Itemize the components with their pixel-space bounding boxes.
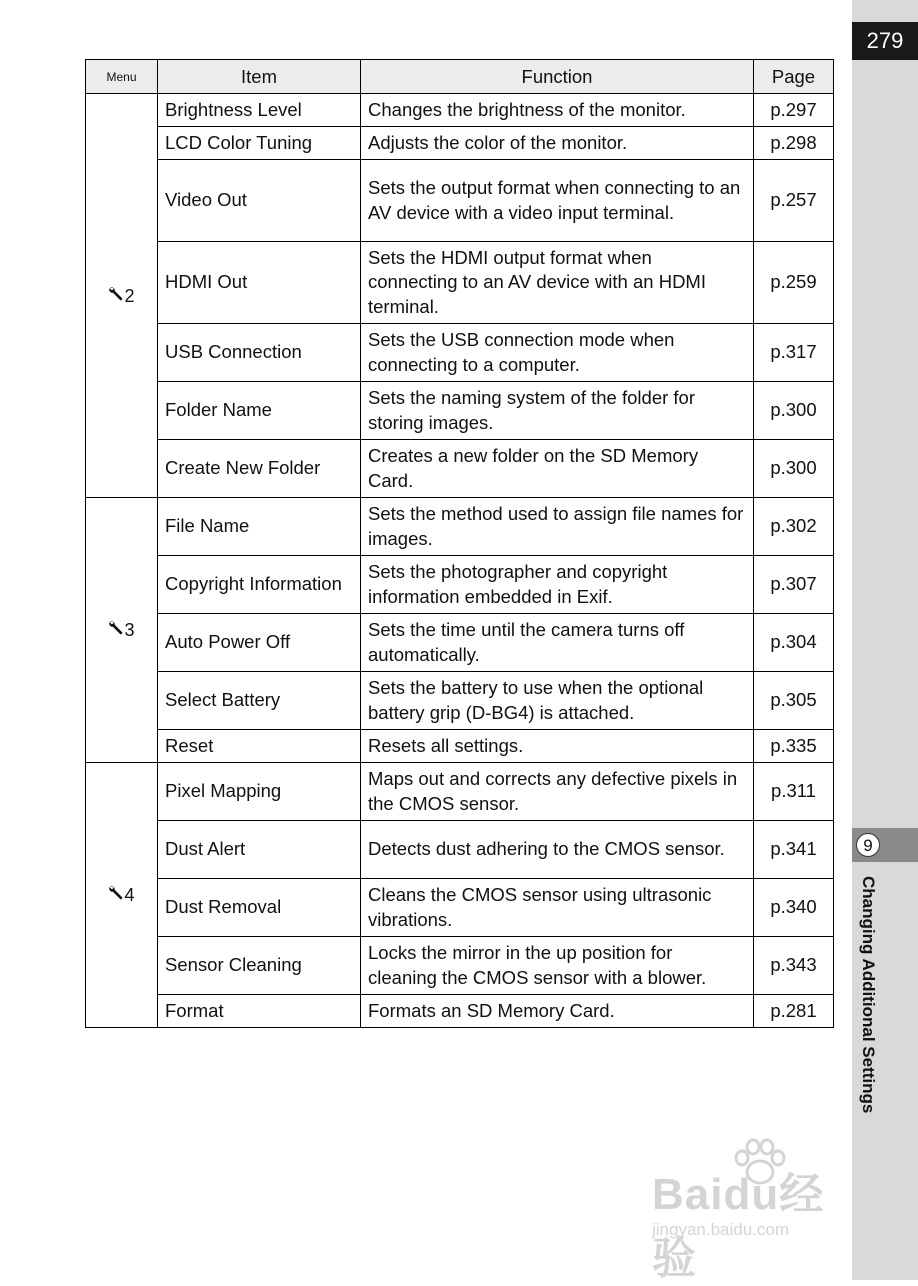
page-cell: p.298: [754, 127, 834, 160]
wrench-icon: [108, 618, 124, 643]
chapter-number: 9: [856, 833, 880, 857]
function-cell: Cleans the CMOS sensor using ultrasonic vibrations.: [361, 879, 754, 937]
table-row: [86, 763, 834, 821]
function-cell: Sets the battery to use when the optional battery grip (D-BG4) is attached.: [361, 672, 754, 730]
item-cell: LCD Color Tuning: [158, 127, 361, 160]
wrench-icon: [108, 284, 124, 309]
function-cell: Changes the brightness of the monitor.: [361, 94, 754, 127]
page-cell: p.343: [754, 937, 834, 995]
item-cell: Pixel Mapping: [158, 763, 361, 821]
table-row: [86, 94, 834, 127]
table-row: [86, 879, 834, 937]
table-row: [86, 324, 834, 382]
function-cell: Maps out and corrects any defective pixels in the CMOS sensor.: [361, 763, 754, 821]
page-cell: p.341: [754, 821, 834, 879]
item-cell: Video Out: [158, 160, 361, 242]
menu-cell: [86, 94, 158, 498]
watermark: [652, 1138, 867, 1283]
page-cell: p.311: [754, 763, 834, 821]
table-row: [86, 821, 834, 879]
table-row: [86, 498, 834, 556]
page-cell: p.302: [754, 498, 834, 556]
function-cell: Sets the HDMI output format when connecting to an AV device with an HDMI terminal.: [361, 242, 754, 324]
item-cell: HDMI Out: [158, 242, 361, 324]
function-cell: Creates a new folder on the SD Memory Card.: [361, 440, 754, 498]
page-cell: p.257: [754, 160, 834, 242]
function-cell: Sets the photographer and copyright information embedded in Exif.: [361, 556, 754, 614]
table-row: [86, 556, 834, 614]
item-cell: Brightness Level: [158, 94, 361, 127]
item-cell: Format: [158, 995, 361, 1028]
table-body: [86, 94, 834, 1028]
item-cell: Select Battery: [158, 672, 361, 730]
page-cell: p.304: [754, 614, 834, 672]
table-row: [86, 242, 834, 324]
item-cell: Dust Removal: [158, 879, 361, 937]
menu-number: 2: [124, 285, 135, 306]
page-number: 279: [852, 22, 918, 60]
page-cell: p.259: [754, 242, 834, 324]
menu-cell: [86, 763, 158, 1028]
menu-number: 4: [124, 885, 135, 906]
page-cell: p.317: [754, 324, 834, 382]
page-cell: p.297: [754, 94, 834, 127]
header-item: Item: [158, 60, 361, 94]
page-cell: p.305: [754, 672, 834, 730]
menu-cell: [86, 498, 158, 763]
table-row: [86, 127, 834, 160]
page-cell: p.340: [754, 879, 834, 937]
item-cell: Reset: [158, 730, 361, 763]
page-cell: p.300: [754, 382, 834, 440]
function-cell: Formats an SD Memory Card.: [361, 995, 754, 1028]
table-row: [86, 160, 834, 242]
item-cell: Dust Alert: [158, 821, 361, 879]
table-row: [86, 440, 834, 498]
watermark-logo: Baidu经验: [652, 1170, 825, 1283]
function-cell: Locks the mirror in the up position for cleaning the CMOS sensor with a blower.: [361, 937, 754, 995]
function-cell: Sets the method used to assign file names for images.: [361, 498, 754, 556]
header-function: Function: [361, 60, 754, 94]
item-cell: Auto Power Off: [158, 614, 361, 672]
item-cell: Folder Name: [158, 382, 361, 440]
function-cell: Detects dust adhering to the CMOS sensor.: [361, 821, 754, 879]
item-cell: Copyright Information: [158, 556, 361, 614]
header-page: Page: [754, 60, 834, 94]
item-cell: USB Connection: [158, 324, 361, 382]
table-header-row: [86, 60, 834, 94]
function-cell: Sets the output format when connecting to an AV device with a video input terminal.: [361, 160, 754, 242]
table-row: [86, 672, 834, 730]
page-cell: p.307: [754, 556, 834, 614]
wrench-icon: [108, 883, 124, 908]
watermark-url: jingyan.baidu.com: [652, 1220, 790, 1239]
table-row: [86, 995, 834, 1028]
settings-table: [85, 59, 834, 1028]
item-cell: File Name: [158, 498, 361, 556]
table-row: [86, 730, 834, 763]
table-row: [86, 382, 834, 440]
function-cell: Adjusts the color of the monitor.: [361, 127, 754, 160]
header-menu: Menu: [86, 60, 158, 94]
chapter-title: Changing Additional Settings: [859, 876, 878, 1114]
function-cell: Resets all settings.: [361, 730, 754, 763]
page-cell: p.335: [754, 730, 834, 763]
table-row: [86, 937, 834, 995]
page-cell: p.300: [754, 440, 834, 498]
page-cell: p.281: [754, 995, 834, 1028]
function-cell: Sets the time until the camera turns off automatically.: [361, 614, 754, 672]
table-row: [86, 614, 834, 672]
menu-number: 3: [124, 620, 135, 641]
function-cell: Sets the USB connection mode when connecting to a computer.: [361, 324, 754, 382]
function-cell: Sets the naming system of the folder for storing images.: [361, 382, 754, 440]
item-cell: Sensor Cleaning: [158, 937, 361, 995]
item-cell: Create New Folder: [158, 440, 361, 498]
